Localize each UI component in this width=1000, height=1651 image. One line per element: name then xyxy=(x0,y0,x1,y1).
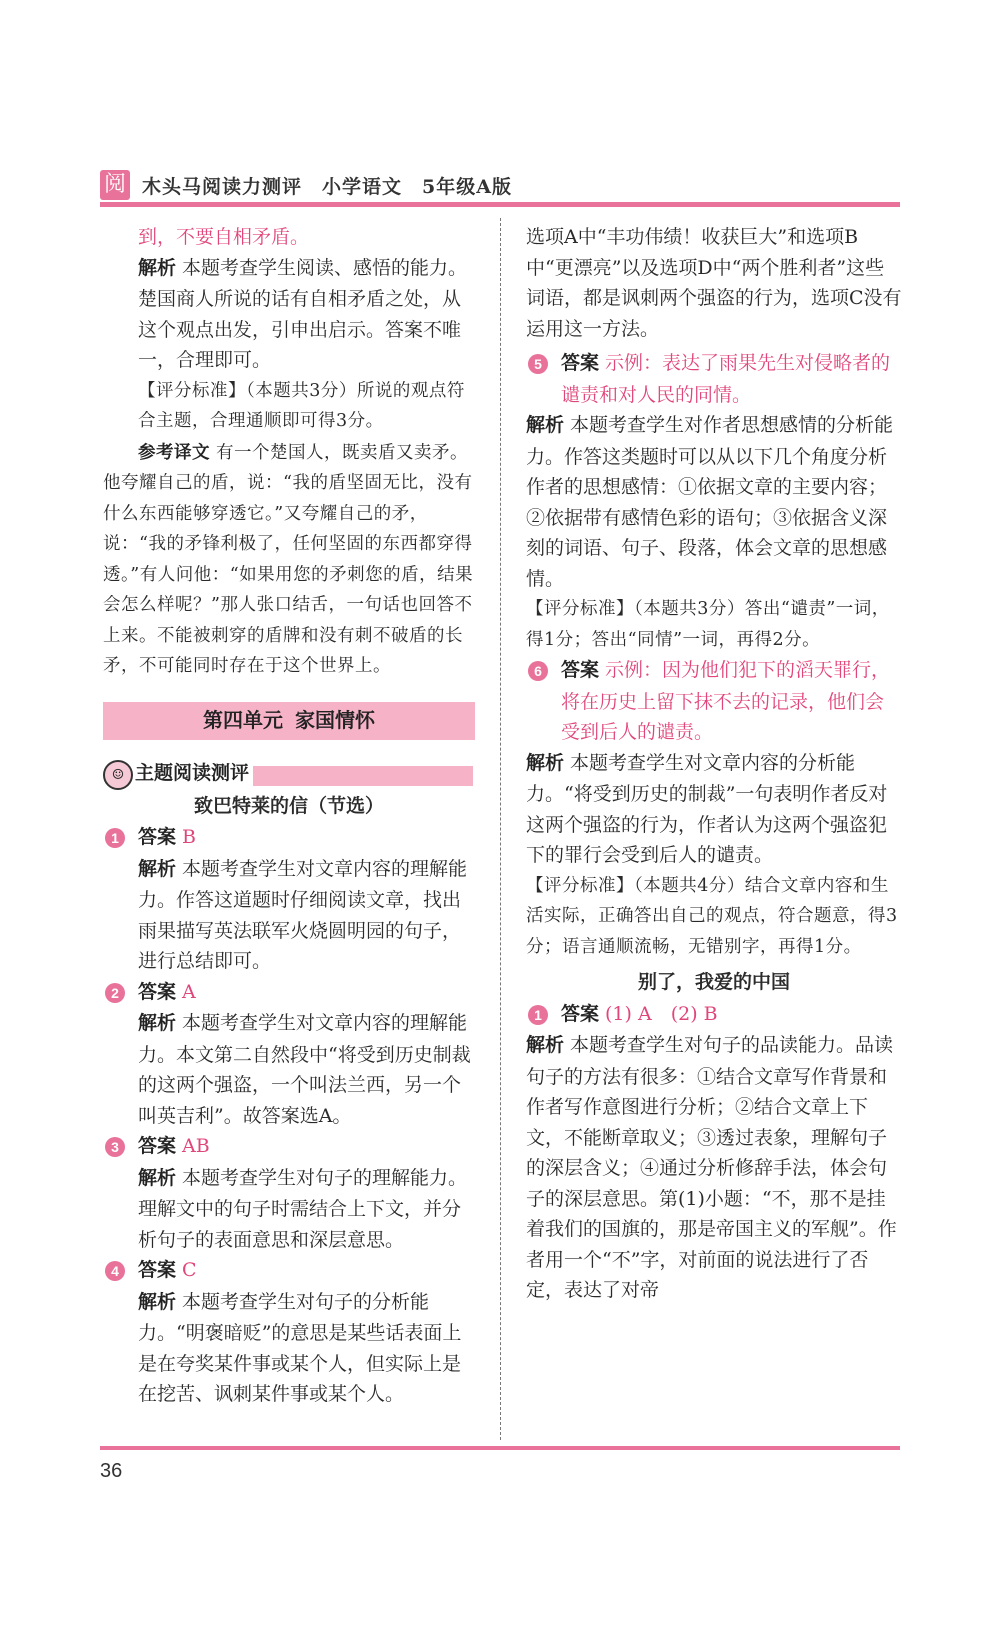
question-1-answer xyxy=(103,822,475,854)
analysis-paragraph xyxy=(103,253,475,376)
analysis-text: 本题考查学生对作者思想感情的分析能力。作答这类题时可以从以下几个角度分析作者的思想感情：①依据文章的主要内容；②依据带有感情色彩的语句；③依据含义深刻的词语、句子、段落，体会文章的思想感情。 xyxy=(526,414,894,590)
analysis-text: 本题考查学生对文章内容的理解能力。本文第二自然段中“将受到历史制裁的这两个强盗，一个叫法兰西，另一个叫英吉利”。故答案选A。 xyxy=(138,1012,471,1127)
article-title: 致巴特莱的信（节选） xyxy=(193,795,384,817)
analysis-text: 本题考查学生对句子的品读能力。品读句子的方法有很多：①结合文章写作背景和作者写作意图进行分析；②结合文章上下文，不能断章取义；③透过表象，理解句子的深层含义；④通过分析修辞手法，体会句子的深层意思。第(1)小题：“不，那不是挂着我们的国旗的，那是帝国主义的军舰”。作者用一个“不”字，对前面的说法进行了否定，表达了对帝 xyxy=(526,1034,897,1301)
question-6-analysis xyxy=(526,748,902,871)
question-5-standard: 【评分标准】（本题共3分）答出“谴责”一词，得1分；答出“同情”一词，再得2分。 xyxy=(526,599,890,650)
analysis-text: 本题考查学生对句子的理解能力。理解文中的句子时需结合上下文，并分析句子的表面意思和深层意思。 xyxy=(138,1166,468,1251)
article2-question-1-analysis xyxy=(526,1030,902,1306)
answer-label: 答案 xyxy=(561,353,600,374)
article-title-2: 别了，我爱的中国 xyxy=(637,972,790,993)
question-number-badge: 5 xyxy=(528,354,548,374)
unit-banner xyxy=(103,702,475,740)
running-header xyxy=(100,170,900,206)
question-number-badge: 4 xyxy=(105,1261,125,1281)
article2-question-1-answer xyxy=(526,999,902,1031)
column-divider xyxy=(500,218,501,1440)
reference-translation xyxy=(103,437,475,682)
question-5-answer xyxy=(526,348,902,410)
scoring-standard: 【评分标准】（本题共3分）所说的观点符合主题，合理通顺即可得3分。 xyxy=(138,380,465,431)
page-number: 36 xyxy=(100,1460,123,1482)
analysis-label: 解析 xyxy=(138,1167,177,1189)
question-number-badge: 3 xyxy=(105,1137,125,1157)
section-title: 主题阅读测评 xyxy=(135,762,250,784)
analysis-label: 解析 xyxy=(526,415,565,436)
analysis-label: 解析 xyxy=(526,752,565,774)
answer-label: 答案 xyxy=(138,981,177,1003)
answer-label: 答案 xyxy=(561,660,600,681)
answer-tail: 到，不要自相矛盾。 xyxy=(138,226,310,248)
answer-label: 答案 xyxy=(138,1136,177,1157)
question-6-answer xyxy=(526,655,902,748)
header-rule xyxy=(100,202,900,207)
analysis-label: 解析 xyxy=(526,1035,565,1056)
analysis-text: 本题考查学生阅读、感悟的能力。楚国商人所说的话有自相矛盾之处，从这个观点出发，引申出启示。答案不唯一，合理即可。 xyxy=(138,256,468,371)
section-header xyxy=(103,758,475,792)
question-5-analysis xyxy=(526,410,902,594)
unit-theme: 家国情怀 xyxy=(295,709,375,732)
question-4-answer xyxy=(103,1255,475,1287)
answer-value: B xyxy=(182,826,196,848)
unit-number: 第四单元 xyxy=(203,709,283,732)
reader-mascot-icon: ☺ xyxy=(103,760,133,790)
analysis-label: 解析 xyxy=(138,858,177,880)
analysis-label: 解析 xyxy=(138,1013,177,1034)
reading-logo-icon: 阅 xyxy=(100,170,130,200)
question-6-standard: 【评分标准】（本题共4分）结合文章内容和生活实际，正确答出自己的观点，符合题意，得3分；语言通顺流畅，无错别字，再得1分。 xyxy=(526,875,898,957)
answer-label: 答案 xyxy=(138,1260,177,1281)
section-highlight-bar xyxy=(253,766,473,786)
answer-value: A xyxy=(182,980,196,1003)
question-number-badge: 6 xyxy=(528,661,548,681)
question-4-analysis xyxy=(103,1287,475,1410)
answer-label: 答案 xyxy=(138,827,177,848)
answer-value: AB xyxy=(182,1135,210,1157)
analysis-text: 本题考查学生对文章内容的分析能力。“将受到历史的制裁”一句表明作者反对这两个强盗的行为，作者认为这两个强盗犯下的罪行会受到后人的谴责。 xyxy=(526,751,888,866)
question-2-analysis xyxy=(103,1008,475,1131)
question-number-badge: 2 xyxy=(105,983,125,1003)
question-number-badge: 1 xyxy=(528,1005,548,1025)
answer-value: C xyxy=(182,1259,197,1281)
analysis-label: 解析 xyxy=(138,257,177,279)
continued-analysis: 选项A中“丰功伟绩！收获巨大”和选项B中“更漂亮”以及选项D中“两个胜利者”这些词语，都是讽刺两个强盗的行为，选项C没有运用这一方法。 xyxy=(526,226,902,340)
left-column xyxy=(103,222,475,1410)
reference-label: 参考译文 xyxy=(138,441,210,462)
answer-value: 示例：因为他们犯下的滔天罪行，将在历史上留下抹不去的记录，他们会受到后人的谴责。 xyxy=(561,659,891,743)
question-number-badge: 1 xyxy=(105,828,125,848)
answer-value: 示例：表达了雨果先生对侵略者的谴责和对人民的同情。 xyxy=(561,352,891,406)
question-1-analysis xyxy=(103,854,475,977)
analysis-text: 本题考查学生对句子的分析能力。“明褒暗贬”的意思是某些话表面上是在夸奖某件事或某个人，但实际上是在挖苦、讽刺某件事或某个人。 xyxy=(138,1290,462,1405)
header-title: 木头马阅读力测评 小学语文 5年级A版 xyxy=(142,176,512,198)
question-3-analysis xyxy=(103,1163,475,1256)
footer-rule xyxy=(100,1446,900,1450)
answer-label: 答案 xyxy=(561,1003,600,1025)
answer-value: (1) A (2) B xyxy=(605,1002,718,1025)
reference-text: 有一个楚国人，既卖盾又卖矛。他夸耀自己的盾，说：“我的盾坚固无比，没有什么东西能够穿透它。”又夸耀自己的矛，说：“我的矛锋利极了，任何坚固的东西都穿得透。”有人问他：“如果用您的矛刺您的盾，结果会怎么样呢？”那人张口结舌，一句话也回答不上来。不能被刺穿的盾牌和没有刺不破盾的长矛，不可能同时存在于这个世界上。 xyxy=(103,442,474,676)
right-column xyxy=(526,222,902,1306)
analysis-text: 本题考查学生对文章内容的理解能力。作答这道题时仔细阅读文章，找出雨果描写英法联军火烧圆明园的句子，进行总结即可。 xyxy=(138,857,468,972)
question-3-answer xyxy=(103,1131,475,1163)
question-2-answer xyxy=(103,977,475,1009)
analysis-label: 解析 xyxy=(138,1291,177,1313)
